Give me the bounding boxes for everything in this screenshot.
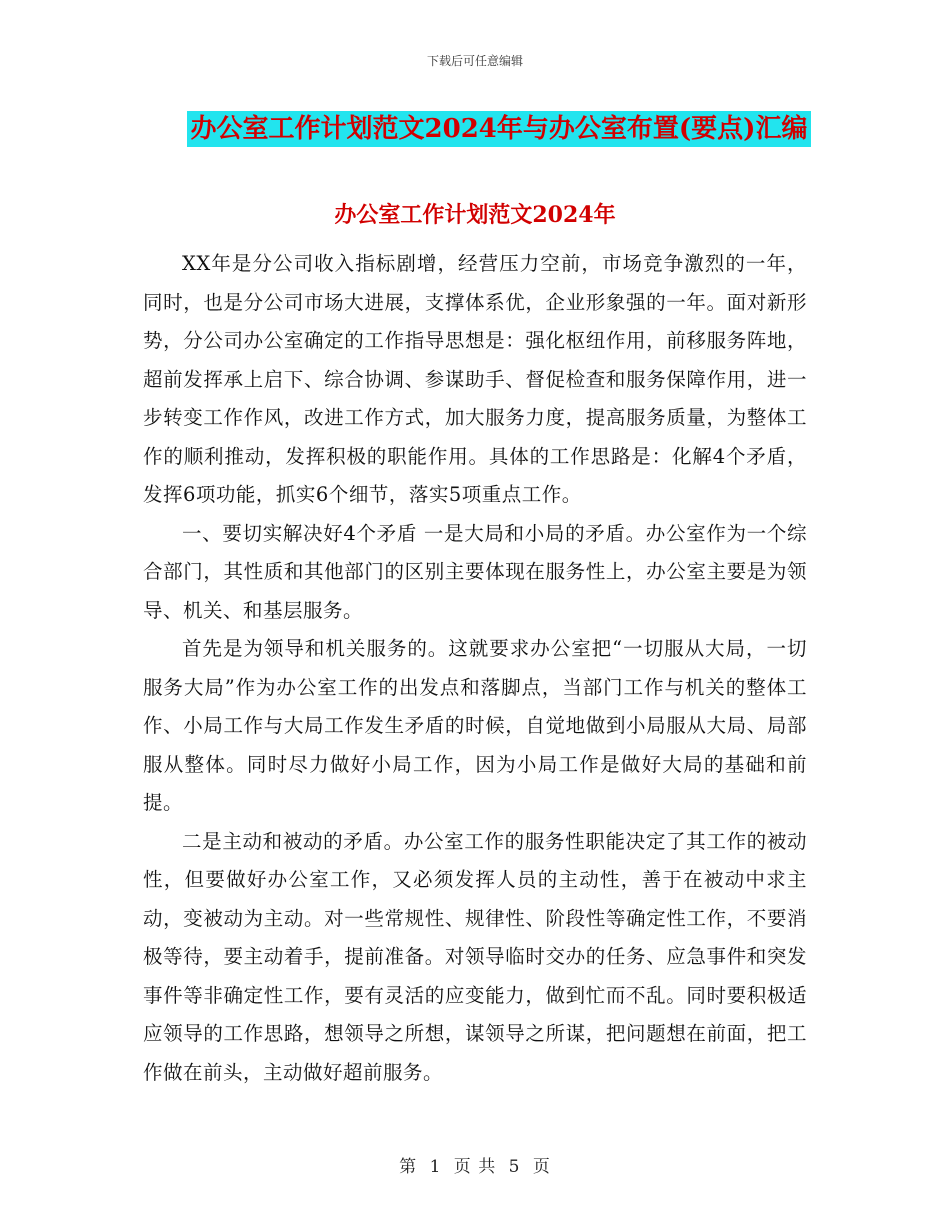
body-paragraph: 二是主动和被动的矛盾。办公室工作的服务性职能决定了其工作的被动性，但要做好办公室工作，又必须发挥人员的主动性，善于在被动中求主动，变被动为主动。对一些常规性、规律性、阶段性等确定性工作，不要消极等待，要主动着手，提前准备。对领导临时交办的任务、应急事件和突发事件等非确定性工作，要有灵活的应变能力，做到忙而不乱。同时要积极适应领导的工作思路，想领导之所想，谋领导之所谋，把问题想在前面，把工作做在前头，主动做好超前服务。 xyxy=(143,829,807,1084)
document-title-container xyxy=(0,111,950,147)
header-note: 下载后可任意编辑 xyxy=(426,54,523,68)
footer-prefix: 第 xyxy=(399,1157,418,1177)
footer-total-pages: 5 xyxy=(508,1157,521,1177)
page-footer xyxy=(0,1152,950,1177)
footer-middle: 页 共 xyxy=(453,1157,497,1177)
section-title: 办公室工作计划范文2024年 xyxy=(334,202,616,228)
body-paragraph: 首先是为领导和机关服务的。这就要求办公室把“一切服从大局，一切服务大局”作为办公室工作的出发点和落脚点，当部门工作与机关的整体工作、小局工作与大局工作发生矛盾的时候，自觉地做到小局服从大局、局部服从整体。同时尽力做好小局工作，因为小局工作是做好大局的基础和前提。 xyxy=(143,637,807,814)
footer-page-number: 1 xyxy=(429,1157,442,1177)
document-body xyxy=(143,245,807,1092)
body-paragraph: 一、要切实解决好4个矛盾 一是大局和小局的矛盾。办公室作为一个综合部门，其性质和其他部门的区别主要体现在服务性上，办公室主要是为领导、机关、和基层服务。 xyxy=(143,521,807,622)
footer-suffix: 页 xyxy=(532,1157,551,1177)
body-paragraph: XX年是分公司收入指标剧增，经营压力空前，市场竞争激烈的一年，同时，也是分公司市场大进展，支撑体系优，企业形象强的一年。面对新形势，分公司办公室确定的工作指导思想是：强化枢纽作用，前移服务阵地，超前发挥承上启下、综合协调、参谋助手、督促检查和服务保障作用，进一步转变工作作风，改进工作方式，加大服务力度，提高服务质量，为整体工作的顺利推动，发挥积极的职能作用。具体的工作思路是：化解4个矛盾，发挥6项功能，抓实6个细节，落实5项重点工作。 xyxy=(143,252,807,506)
document-title: 办公室工作计划范文2024年与办公室布置(要点)汇编 xyxy=(187,111,812,147)
